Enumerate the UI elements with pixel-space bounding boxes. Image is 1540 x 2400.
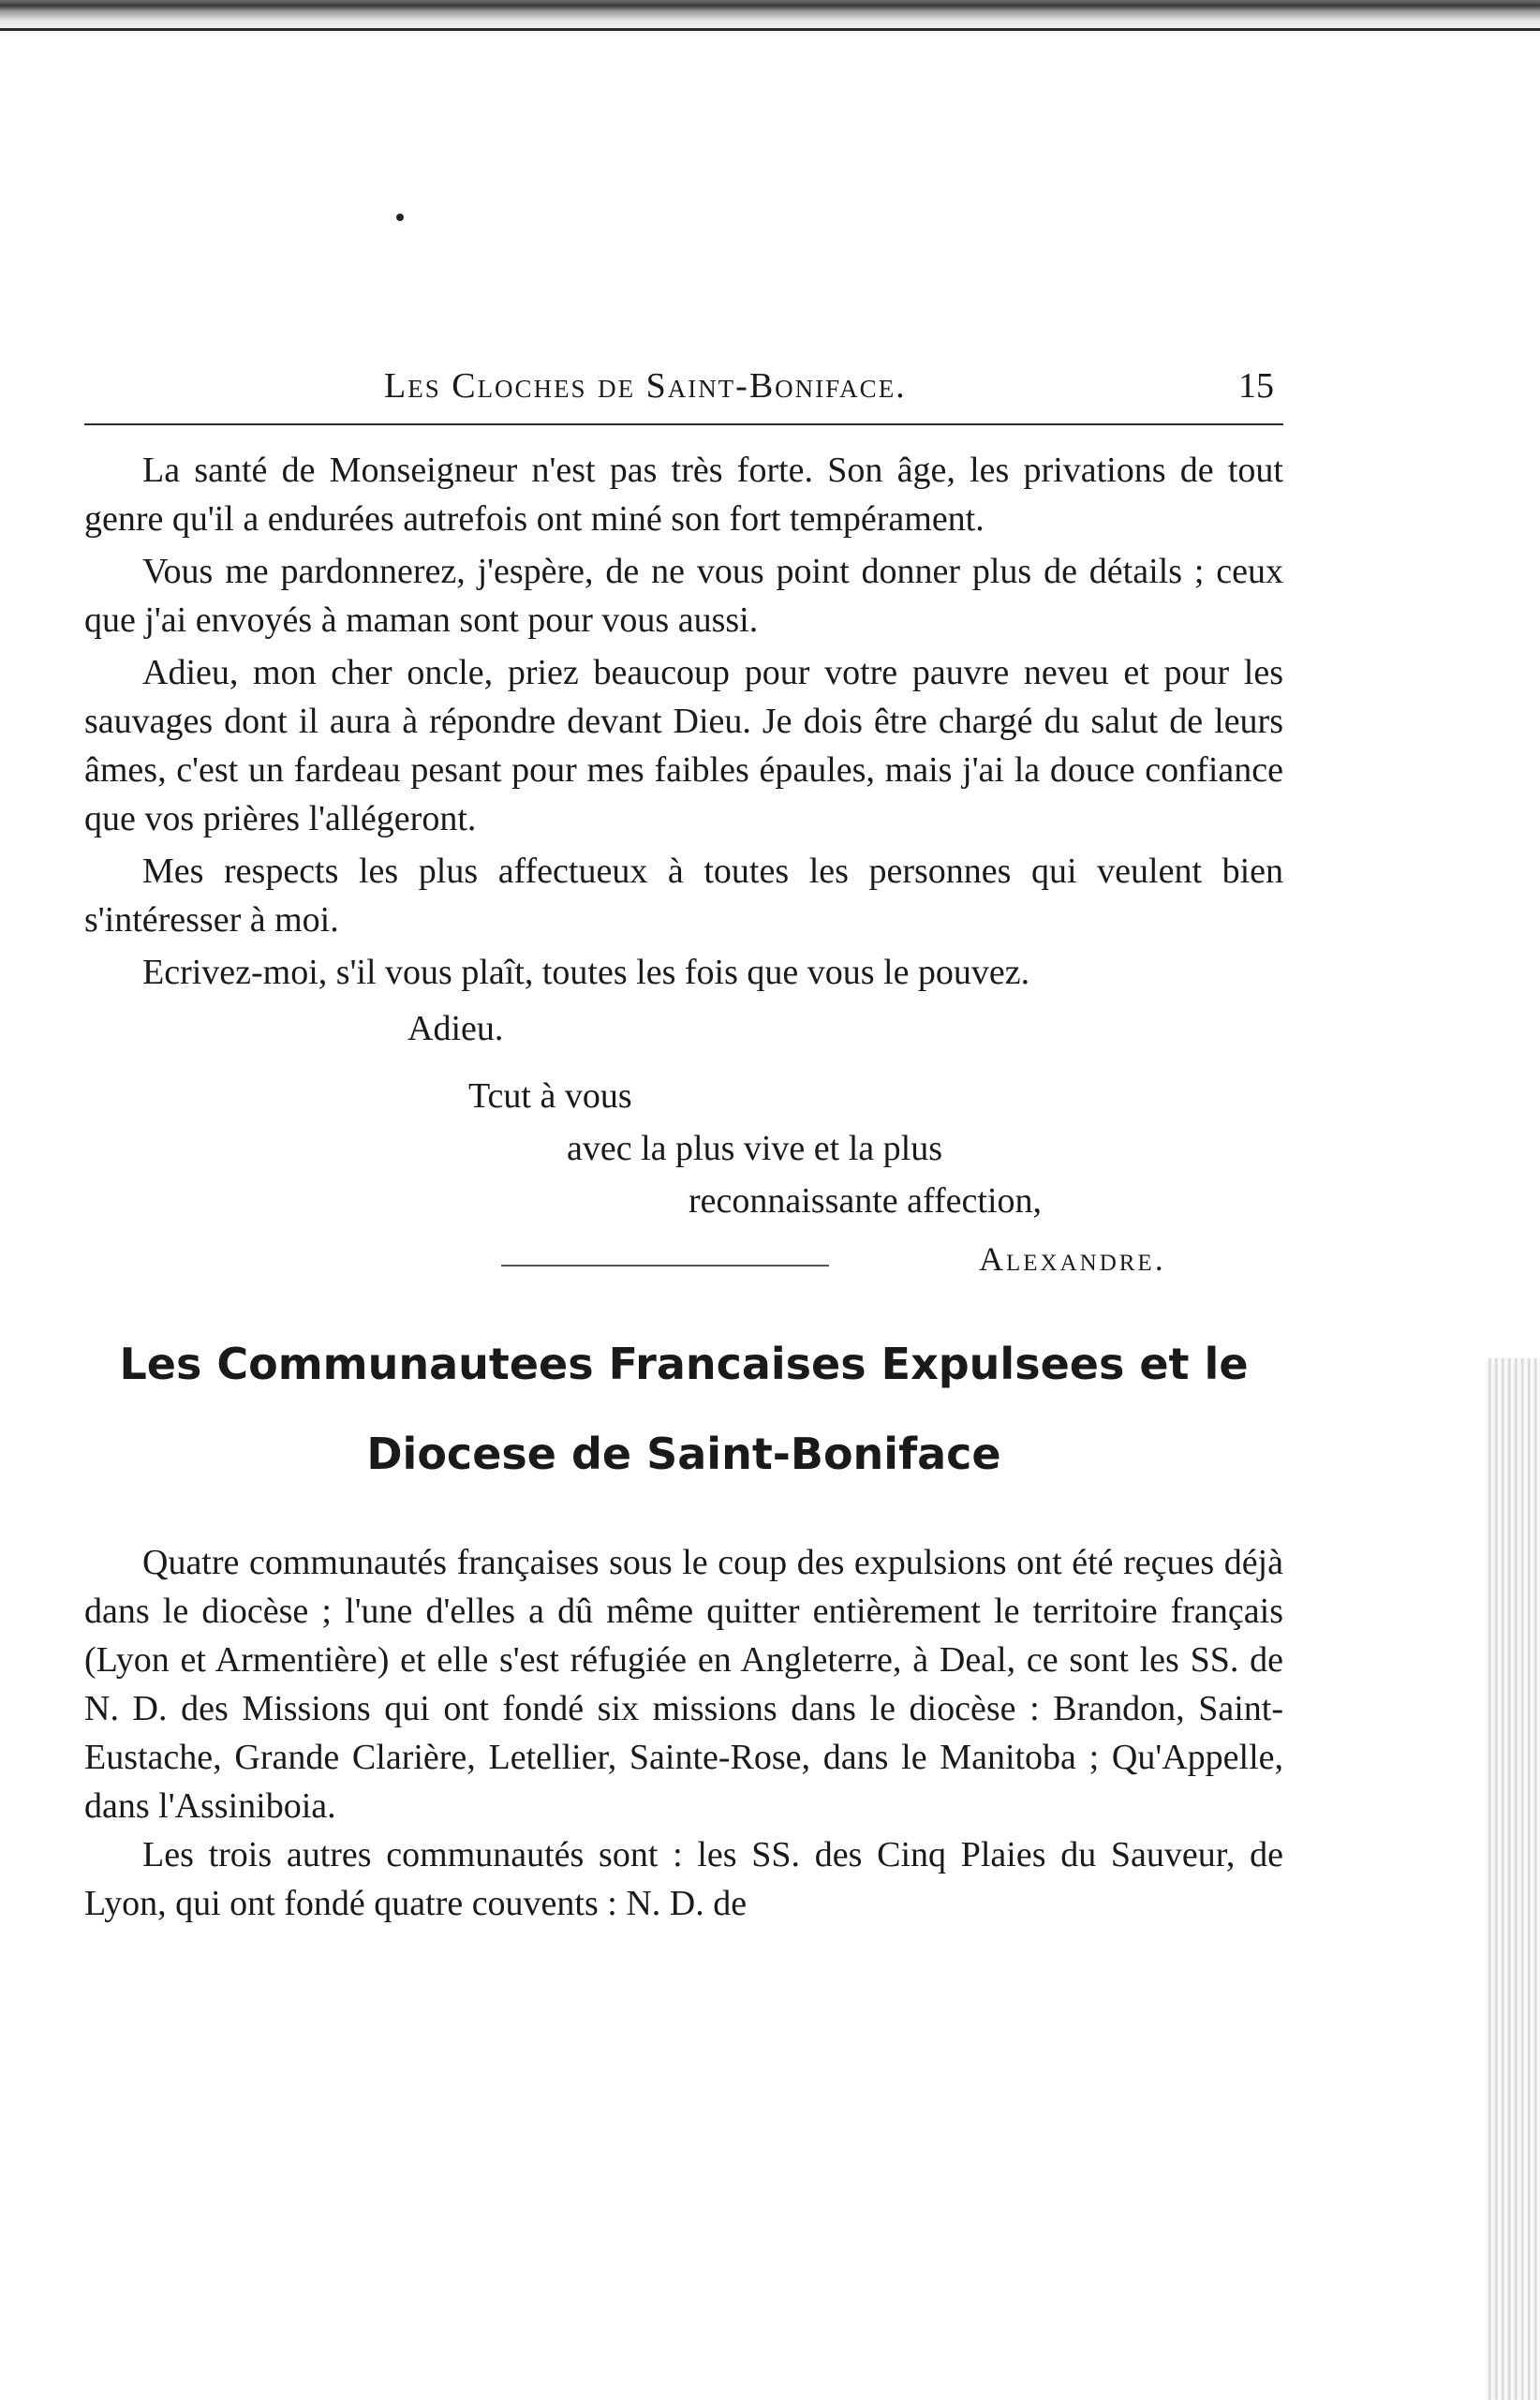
running-title: Les Cloches de Saint-Boniface. <box>384 366 907 406</box>
letter-closing <box>84 1002 1283 1289</box>
letter-paragraph: La santé de Monseigneur n'est pas très forte. Son âge, les privations de tout genre qu'il a endurées autrefois ont miné son fort tempérament. <box>84 451 1283 539</box>
letter-paragraph: Ecrivez-moi, s'il vous plaît, toutes les fois que vous le pouvez. <box>142 953 1030 992</box>
article-paragraph: Quatre communautés françaises sous le coup des expulsions ont été reçues déjà dans le diocèse ; l'une d'elles a dû même quitter entièrement le territoire français (Lyon et Armentière) et elle s'est réfugiée en Angleterre, à Deal, ce sont les SS. de N. D. des Missions qui ont fondé six missions dans le diocèse : Brandon, Saint-Eustache, Grande Clarière, Letellier, Sainte-Rose, dans le Manitoba ; Qu'Appelle, dans l'Assiniboia. <box>84 1543 1283 1826</box>
letter-body <box>84 446 1283 997</box>
article-paragraph: Les trois autres communautés sont : les SS. des Cinq Plaies du Sauveur, de Lyon, qui ont fondé quatre couvents : N. D. de <box>84 1835 1283 1923</box>
closing-line-1: Tcut à vous <box>468 1076 632 1116</box>
page-number: 15 <box>1238 366 1274 406</box>
scan-top-edge <box>0 0 1540 43</box>
signature: Alexandre. <box>979 1240 1166 1278</box>
article-body <box>84 1538 1283 1928</box>
letter-paragraph: Adieu, mon cher oncle, priez beaucoup pour votre pauvre neveu et pour les sauvages dont il aura à répondre devant Dieu. Je dois être chargé du salut de leurs âmes, c'est un fardeau pesant pour mes faibles épaules, mais j'ai la douce confiance que vos prières l'allégeront. <box>84 653 1283 838</box>
header-rule <box>84 423 1283 425</box>
section-title-line-2: Diocese de Saint-Boniface <box>366 1429 1001 1479</box>
closing-line-2: avec la plus vive et la plus <box>567 1129 942 1168</box>
closing-adieu: Adieu. <box>407 1009 504 1048</box>
letter-paragraph: Vous me pardonnerez, j'espère, de ne vous point donner plus de détails ; ceux que j'ai envoyés à maman sont pour vous aussi. <box>84 552 1283 640</box>
scan-right-edge <box>1486 1358 1540 2400</box>
separator-line <box>501 1265 829 1267</box>
speck-mark <box>396 214 404 221</box>
signature-row <box>84 1233 1283 1289</box>
letter-paragraph: Mes respects les plus affectueux à toutes les personnes qui veulent bien s'intéresser à moi. <box>84 852 1283 940</box>
running-header <box>84 365 1283 407</box>
section-title-line-1: Les Communautees Francaises Expulsees et le <box>119 1339 1249 1389</box>
book-page <box>84 365 1283 1928</box>
closing-line-3: reconnaissante affection, <box>689 1181 1043 1221</box>
section-title <box>84 1336 1283 1482</box>
